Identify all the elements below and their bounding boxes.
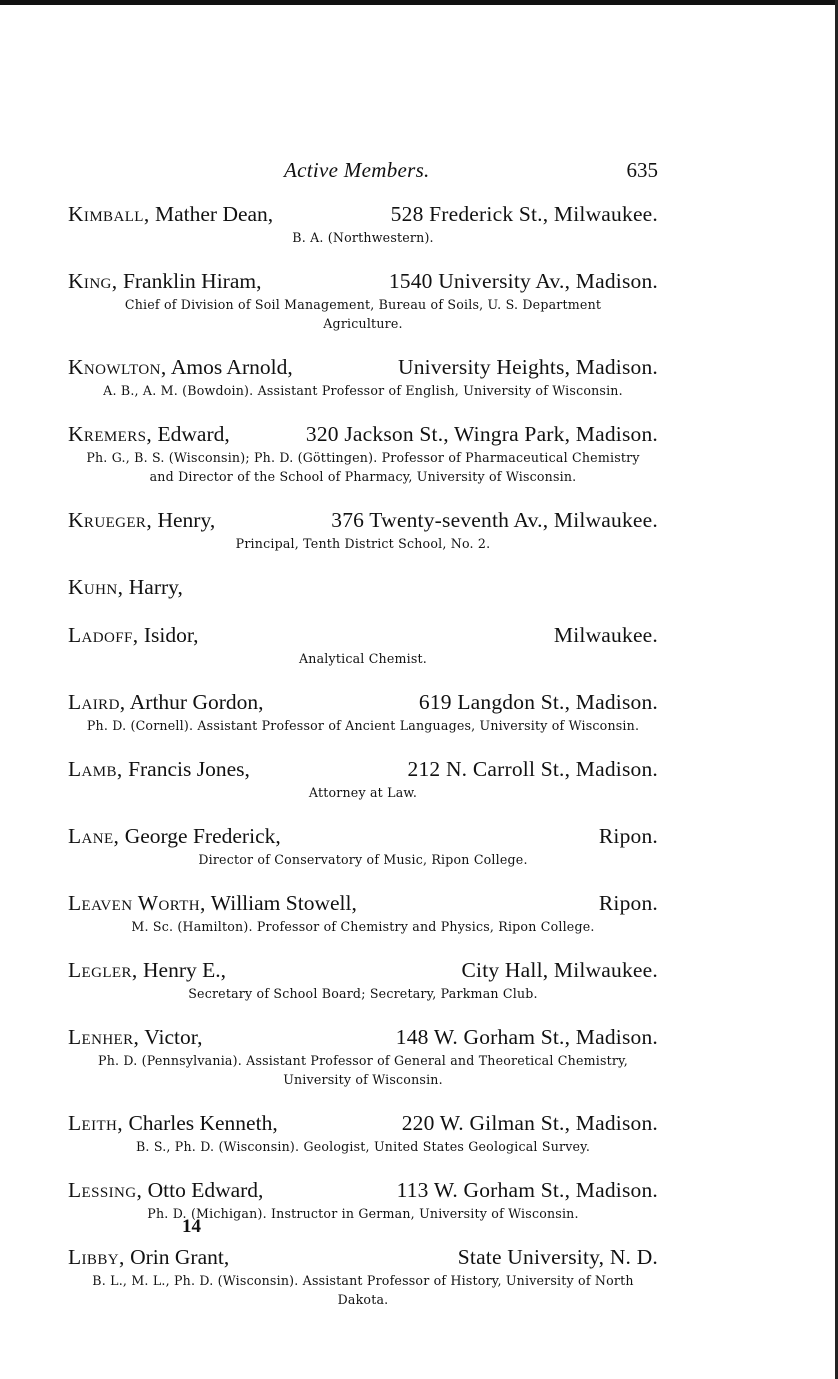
member-address: 320 Jackson St., Wingra Park, Madison. bbox=[305, 422, 658, 446]
member-surname: Ladoff, bbox=[68, 623, 139, 647]
entry-main-line bbox=[68, 822, 658, 850]
member-given-name: Charles Kenneth, bbox=[123, 1111, 278, 1135]
member-name bbox=[68, 755, 250, 783]
member-description: Ph. D. (Michigan). Instructor in German, University of Wisconsin. bbox=[147, 1206, 579, 1221]
member-name bbox=[68, 420, 230, 448]
member-name bbox=[68, 889, 357, 917]
member-description: Analytical Chemist. bbox=[298, 651, 428, 666]
member-description: Director of Conservatory of Music, Ripon College. bbox=[198, 852, 528, 867]
member-address: 376 Twenty-seventh Av., Milwaukee. bbox=[331, 508, 658, 532]
member-given-name: Victor, bbox=[139, 1025, 203, 1049]
member-surname: Leith, bbox=[68, 1111, 124, 1135]
member-name bbox=[68, 573, 183, 601]
member-address: Milwaukee. bbox=[553, 623, 658, 647]
member-address: 113 W. Gorham St., Madison. bbox=[396, 1178, 658, 1202]
member-entry bbox=[68, 200, 658, 247]
member-name bbox=[68, 621, 199, 649]
member-entry bbox=[68, 1109, 658, 1156]
member-address: Ripon. bbox=[598, 824, 658, 848]
member-surname: Libby, bbox=[68, 1245, 125, 1269]
member-surname: Leaven Worth, bbox=[68, 891, 206, 915]
member-address: City Hall, Milwaukee. bbox=[461, 958, 658, 982]
page-number: 635 bbox=[626, 158, 658, 182]
member-given-name: William Stowell, bbox=[205, 891, 357, 915]
page-header bbox=[70, 158, 658, 188]
member-given-name: Orin Grant, bbox=[124, 1245, 230, 1269]
member-name bbox=[68, 353, 293, 381]
entry-main-line bbox=[68, 889, 658, 917]
entry-main-line bbox=[68, 573, 658, 601]
member-given-name: George Frederick, bbox=[119, 824, 281, 848]
member-description: A. B., A. M. (Bowdoin). Assistant Professor of English, University of Wisconsin. bbox=[103, 383, 623, 398]
member-address: 148 W. Gorham St., Madison. bbox=[395, 1025, 658, 1049]
member-given-name: Franklin Hiram, bbox=[117, 269, 262, 293]
member-name bbox=[68, 688, 264, 716]
member-given-name: Harry, bbox=[123, 575, 183, 599]
member-address: 1540 University Av., Madison. bbox=[388, 269, 658, 293]
running-head: Active Members. bbox=[284, 158, 430, 182]
entry-main-line bbox=[68, 506, 658, 534]
member-surname: Krueger, bbox=[68, 508, 153, 532]
member-address: 528 Frederick St., Milwaukee. bbox=[390, 202, 658, 226]
member-surname: Laird, bbox=[68, 690, 126, 714]
entry-main-line bbox=[68, 621, 658, 649]
member-entry bbox=[68, 1243, 658, 1309]
member-address: 619 Langdon St., Madison. bbox=[418, 690, 658, 714]
member-description: Principal, Tenth District School, No. 2. bbox=[235, 536, 491, 551]
member-address: Ripon. bbox=[598, 891, 658, 915]
member-given-name: Otto Edward, bbox=[142, 1178, 264, 1202]
member-description: M. Sc. (Hamilton). Professor of Chemistry and Physics, Ripon College. bbox=[131, 919, 595, 934]
member-given-name: Henry, bbox=[152, 508, 216, 532]
member-entry bbox=[68, 621, 658, 668]
entry-main-line bbox=[68, 353, 658, 381]
member-given-name: Arthur Gordon, bbox=[125, 690, 264, 714]
entry-main-line bbox=[68, 420, 658, 448]
member-entry bbox=[68, 755, 658, 802]
member-name bbox=[68, 200, 273, 228]
entry-main-line bbox=[68, 267, 658, 295]
member-name bbox=[68, 506, 215, 534]
entry-main-line bbox=[68, 1176, 658, 1204]
member-given-name: Edward, bbox=[152, 422, 230, 446]
member-name bbox=[68, 267, 261, 295]
member-entry bbox=[68, 822, 658, 869]
member-surname: Legler, bbox=[68, 958, 138, 982]
member-entry bbox=[68, 1023, 658, 1089]
member-name bbox=[68, 1176, 263, 1204]
member-name bbox=[68, 1109, 278, 1137]
member-address: 212 N. Carroll St., Madison. bbox=[407, 757, 658, 781]
member-given-name: Francis Jones, bbox=[122, 757, 250, 781]
member-address: 220 W. Gilman St., Madison. bbox=[401, 1111, 658, 1135]
member-surname: Kremers, bbox=[68, 422, 153, 446]
member-surname: Knowlton, bbox=[68, 355, 167, 379]
member-surname: Lamb, bbox=[68, 757, 123, 781]
member-surname: Kuhn, bbox=[68, 575, 124, 599]
member-name bbox=[68, 1023, 202, 1051]
member-description: Ph. G., B. S. (Wisconsin); Ph. D. (Göttingen). Professor of Pharmaceutical Chemistry and Director of the School of Pharmacy, University of Wisconsin. bbox=[86, 450, 640, 484]
entry-main-line bbox=[68, 1243, 658, 1271]
member-description: Ph. D. (Pennsylvania). Assistant Professor of General and Theoretical Chemistry, University of Wisconsin. bbox=[98, 1053, 628, 1087]
member-description: B. L., M. L., Ph. D. (Wisconsin). Assistant Professor of History, University of North Dakota. bbox=[92, 1273, 634, 1307]
member-description: B. A. (Northwestern). bbox=[292, 230, 434, 245]
member-name bbox=[68, 1243, 229, 1271]
member-entry bbox=[68, 956, 658, 1003]
member-given-name: Mather Dean, bbox=[149, 202, 274, 226]
member-entry bbox=[68, 353, 658, 400]
member-given-name: Isidor, bbox=[138, 623, 199, 647]
entry-main-line bbox=[68, 200, 658, 228]
entry-main-line bbox=[68, 688, 658, 716]
member-given-name: Amos Arnold, bbox=[166, 355, 293, 379]
member-name bbox=[68, 822, 281, 850]
member-address: University Heights, Madison. bbox=[398, 355, 658, 379]
member-surname: Kimball, bbox=[68, 202, 150, 226]
member-address: State University, N. D. bbox=[457, 1245, 658, 1269]
entry-main-line bbox=[68, 1023, 658, 1051]
member-description: Ph. D. (Cornell). Assistant Professor of Ancient Languages, University of Wisconsin. bbox=[86, 718, 640, 733]
member-entry bbox=[68, 420, 658, 486]
scan-edge-top bbox=[0, 0, 838, 5]
entry-main-line bbox=[68, 956, 658, 984]
member-entry bbox=[68, 1176, 658, 1223]
member-surname: King, bbox=[68, 269, 118, 293]
member-description: Secretary of School Board; Secretary, Parkman Club. bbox=[188, 986, 538, 1001]
member-given-name: Henry E., bbox=[137, 958, 227, 982]
member-entry bbox=[68, 506, 658, 553]
member-entry bbox=[68, 573, 658, 601]
member-description: B. S., Ph. D. (Wisconsin). Geologist, United States Geological Survey. bbox=[135, 1139, 591, 1154]
member-list bbox=[68, 200, 658, 1329]
member-description: Chief of Division of Soil Management, Bureau of Soils, U. S. Department Agriculture. bbox=[124, 297, 602, 331]
member-surname: Lessing, bbox=[68, 1178, 143, 1202]
member-entry bbox=[68, 889, 658, 936]
signature-mark: 14 bbox=[182, 1216, 201, 1237]
member-description: Attorney at Law. bbox=[308, 785, 418, 800]
entry-main-line bbox=[68, 755, 658, 783]
member-entry bbox=[68, 688, 658, 735]
member-name bbox=[68, 956, 226, 984]
member-entry bbox=[68, 267, 658, 333]
entry-main-line bbox=[68, 1109, 658, 1137]
member-surname: Lane, bbox=[68, 824, 120, 848]
member-surname: Lenher, bbox=[68, 1025, 140, 1049]
